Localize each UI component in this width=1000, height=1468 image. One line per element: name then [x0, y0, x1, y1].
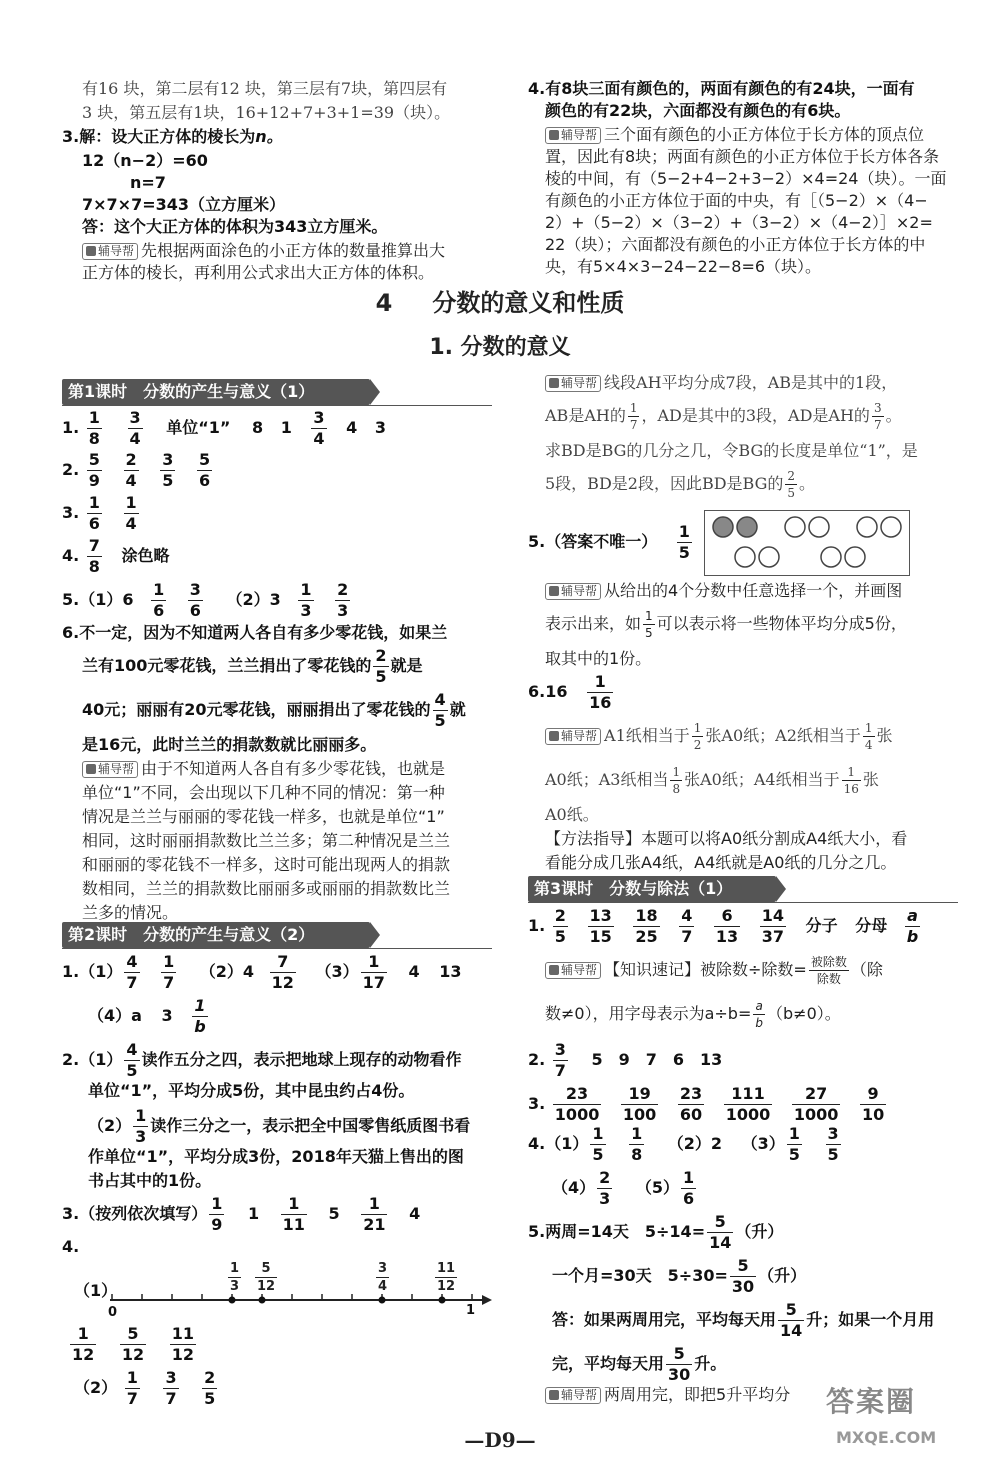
- q3-head: 3.解：设大正方体的棱长为n。: [62, 127, 283, 146]
- q4-help-3: 棱的中间，有（5−2+4−2+3−2）×4=24（块）。一面: [545, 169, 947, 188]
- l3-q5-2: 一个月=30天 5÷30= $\frac{5}{30}$ （升）: [552, 1256, 807, 1296]
- q3-help-line1: 辅导帮 先根据两面涂色的小正方体的数量推算出大: [82, 240, 445, 262]
- l3-q1: 1. $\frac{2}{5}$ $\frac{13}{15}$ $\frac{18}{25}$ $\frac{4}{7}$ $\frac{6}{13}$ $\frac{14}{37}$ 分子 分母 $\frac{a}{b}$: [528, 906, 919, 946]
- r-q6: 6.16 $\frac{1}{16}$: [528, 672, 612, 712]
- l2-q4-p1: （1）: [74, 1281, 118, 1300]
- number-line-label-1-3: $\frac{1}{3}$: [230, 1261, 240, 1294]
- q3-answer: 答：这个大正方体的体积为343立方厘米。: [82, 217, 388, 236]
- l1-q1: 1. $\frac{1}{8}$ $\frac{3}{4}$ 单位“1” 8 1 $\frac{3}{4}$ 4 3: [62, 408, 386, 448]
- circle: [857, 517, 877, 537]
- helper-icon: [549, 130, 559, 140]
- l3-q5-4: 完，平均每天用 $\frac{5}{30}$ 升。: [552, 1344, 727, 1384]
- circle-diagram-svg: [705, 511, 909, 575]
- q3-eq2: n=7: [130, 173, 166, 192]
- l1-help-6: 数相同，兰兰的捐款数比丽丽多或丽丽的捐款数比兰: [82, 879, 451, 898]
- l3-q4b: （4） $\frac{2}{3}$ （5） $\frac{1}{6}$: [552, 1168, 695, 1208]
- helper-icon: [549, 586, 559, 596]
- number-line-point: [379, 1297, 386, 1304]
- number-line-label-11-12: $\frac{11}{12}$: [437, 1261, 456, 1294]
- r-help-1: 辅导帮 线段AH平均分成7段，AB是其中的1段，: [545, 372, 897, 394]
- help-tag: 辅导帮: [545, 375, 601, 392]
- l1-q6-line2: 兰有100元零花钱，兰兰捐出了零花钱的 $\frac{2}{5}$ 就是: [82, 646, 423, 686]
- l1-help-4: 相同，这时丽丽捐款数比兰兰多；第二种情况是兰兰: [82, 831, 451, 850]
- r-help-3: 求BD是BG的几分之几，令BG的长度是单位“1”，是: [545, 441, 918, 460]
- l1-q2: 2. $\frac{5}{9}$ $\frac{2}{4}$ $\frac{3}{5}$ $\frac{5}{6}$: [62, 450, 211, 490]
- helper-icon: [549, 1390, 559, 1400]
- l2-q2-1c: 单位“1”，平均分成5份，其中昆虫约占4份。: [88, 1081, 415, 1100]
- shaded-circle: [737, 517, 757, 537]
- q4-help-6: 22（块）；六面都没有颜色的小正方体位于长方体的中: [545, 235, 926, 254]
- l1-help-2: 单位“1”不同，会出现以下几种不同的情况：第一种: [82, 783, 445, 802]
- r-help-4: 5段，BD是2段，因此BD是BG的 $\frac{2}{5}$ 。: [545, 469, 816, 500]
- r-q5-help-1: 辅导帮 从给出的4个分数中任意选择一个，并画图: [545, 580, 902, 602]
- l2-q1a: 1.（1） $\frac{4}{7}$ $\frac{1}{7}$ （2）4 $\frac{7}{12}$ （3） $\frac{1}{17}$ 4 13: [62, 952, 462, 992]
- l1-q5: 5.（1）6 $\frac{1}{6}$ $\frac{3}{6}$ （2）3 $\frac{1}{3}$ $\frac{2}{3}$: [62, 580, 349, 620]
- l2-q4-below: $\frac{1}{12}$ $\frac{5}{12}$ $\frac{11}{12}$: [72, 1324, 194, 1364]
- helper-icon: [86, 764, 96, 774]
- l2-q2-2: （2） $\frac{1}{3}$ 读作三分之一，表示把全中国零售纸质图书看: [88, 1106, 471, 1146]
- lesson3-header: 第3课时 分数与除法（1）: [528, 876, 776, 902]
- l3-q3: 3. $\frac{23}{1000}$ $\frac{19}{100}$ $\frac{23}{60}$ $\frac{111}{1000}$ $\frac{27}{1000}$ $\frac{9}{10}$: [528, 1084, 885, 1124]
- r-q5: 5.（答案不唯一） $\frac{1}{5}$: [528, 522, 690, 562]
- number-line-point: [439, 1297, 446, 1304]
- l1-q6-line3: 40元；丽丽有20元零花钱，丽丽捐出了零花钱的 $\frac{4}{5}$ 就: [82, 690, 466, 730]
- circle: [845, 547, 865, 567]
- number-line-zero: 0: [108, 1305, 118, 1320]
- shaded-circle: [713, 517, 733, 537]
- l3-q2: 2. $\frac{3}{7}$ 5 9 7 6 13: [528, 1040, 723, 1080]
- l2-q4-p2: （2） $\frac{1}{7}$ $\frac{3}{7}$ $\frac{2}{5}$: [74, 1368, 216, 1408]
- l2-q2-2d: 书占其中的1份。: [88, 1171, 212, 1190]
- q3-help-line2: 正方体的棱长，再利用公式求出大正方体的体积。: [82, 263, 435, 282]
- lesson1-divider: [62, 405, 492, 406]
- l1-help-3: 情况是兰兰与丽丽的零花钱一样多，也就是单位“1”: [82, 807, 445, 826]
- helper-icon: [549, 731, 559, 741]
- lesson2-header: 第2课时 分数的产生与意义（2）: [62, 922, 370, 948]
- q3-eq1: 12（n−2）=60: [82, 151, 208, 170]
- help-tag: 辅导帮: [82, 761, 138, 778]
- top-left-line2: 3 块，第五层有1块，16+12+7+3+1=39（块）。: [82, 103, 451, 122]
- circle: [821, 547, 841, 567]
- circle: [735, 547, 755, 567]
- page-number: —D9—: [464, 1428, 536, 1452]
- lesson3-divider: [528, 902, 958, 903]
- section-title: 1. 分数的意义: [429, 335, 571, 360]
- number-line-label-3-4: $\frac{3}{4}$: [378, 1261, 388, 1294]
- number-line-arrow: [482, 1295, 492, 1305]
- helper-icon: [86, 246, 96, 256]
- l1-q6-line4: 是16元，此时兰兰的捐款数就比丽丽多。: [82, 735, 377, 754]
- r-q6-help-3: A0纸。: [545, 805, 599, 824]
- q4-line2: 颜色的有22块，六面都没有颜色的有6块。: [545, 101, 851, 120]
- l3-q5-1: 5.两周=14天 5÷14= $\frac{5}{14}$ （升）: [528, 1212, 784, 1252]
- l1-q6-line1: 6.不一定，因为不知道两人各自有多少零花钱，如果兰: [62, 623, 448, 642]
- l2-q4-no: 4.: [62, 1237, 80, 1256]
- l3-help-1: 辅导帮 【知识速记】被除数÷除数= $\frac{\text{被除数}}{\text{除数}}$ （除: [545, 950, 883, 990]
- q4-help-5: 2）+（5−2）×（3−2）+（3−2）×（4−2）］×2=: [545, 213, 933, 232]
- circle: [759, 547, 779, 567]
- r-q6-help-2: A0纸；A3纸相当 $\frac{1}{8}$ 张A0纸；A4纸相当于 $\frac{1}{16}$ 张: [545, 765, 879, 796]
- number-line-label-5-12: $\frac{5}{12}$: [257, 1261, 276, 1294]
- l1-help-1: 辅导帮 由于不知道两人各自有多少零花钱，也就是: [82, 758, 445, 780]
- lesson1-header: 第1课时 分数的产生与意义（1）: [62, 379, 370, 405]
- helper-icon: [549, 378, 559, 388]
- watermark-logo: 答案圈: [826, 1385, 917, 1418]
- watermark-url: MXQE.COM: [836, 1428, 937, 1447]
- top-left-line1: 有16 块，第二层有12 块，第三层有7块，第四层有: [82, 79, 448, 98]
- r-q6-help-1: 辅导帮 A1纸相当于 $\frac{1}{2}$ 张A0纸；A2纸相当于 $\frac{1}{4}$ 张: [545, 716, 893, 756]
- helper-icon: [549, 965, 559, 975]
- r-help-2: AB是AH的 $\frac{1}{7}$ ，AD是其中的3段，AD是AH的 $\frac{3}{7}$ 。: [545, 401, 902, 432]
- l2-q2-2c: 作单位“1”，平均分成3份，2018年天猫上售出的图: [88, 1147, 464, 1166]
- l3-q5-3: 答：如果两周用完，平均每天用 $\frac{5}{14}$ 升；如果一个月用: [552, 1300, 935, 1340]
- chapter-title: 4 分数的意义和性质: [375, 289, 625, 317]
- circle-diagram: [704, 510, 910, 576]
- r-q6-method-1: 【方法指导】本题可以将A0纸分割成A4纸大小，看: [545, 829, 908, 848]
- l2-q1b: （4）a 3 $\frac{1}{b}$: [88, 996, 206, 1036]
- l1-help-7: 兰多的情况。: [82, 903, 179, 922]
- l1-q3: 3. $\frac{1}{6}$ $\frac{1}{4}$: [62, 493, 137, 533]
- q4-help-4: 有颜色的小正方体位于面的中央，有［（5−2）×（4−: [545, 191, 928, 210]
- r-q6-method-2: 看能分成几张A4纸，A4纸就是A0纸的几分之几。: [545, 853, 897, 872]
- help-tag: 辅导帮: [82, 243, 138, 260]
- help-tag: 辅导帮: [545, 728, 601, 745]
- q4-help-1: 辅导帮 三个面有颜色的小正方体位于长方体的顶点位: [545, 124, 924, 146]
- help-tag: 辅导帮: [545, 583, 601, 600]
- l2-q2-1: 2.（1） $\frac{4}{5}$ 读作五分之四，表示把地球上现存的动物看作: [62, 1040, 462, 1080]
- q4-help-2: 置，因此有8块；两面有颜色的小正方体位于长方体各条: [545, 147, 940, 166]
- r-q5-help-3: 取其中的1份。: [545, 649, 652, 668]
- help-tag: 辅导帮: [545, 127, 601, 144]
- circle: [809, 517, 829, 537]
- circle: [881, 517, 901, 537]
- q4-help-7: 央，有5×4×3−24−22−8=6（块）。: [545, 257, 822, 276]
- q3-eq3: 7×7×7=343（立方厘米）: [82, 195, 286, 214]
- l3-q4a: 4.（1） $\frac{1}{5}$ $\frac{1}{8}$ （2）2 （3） $\frac{1}{5}$ $\frac{3}{5}$: [528, 1124, 839, 1164]
- lesson2-divider: [62, 948, 492, 949]
- l1-help-5: 和丽丽的零花钱不一样多，这时可能出现两人的捐款: [82, 855, 451, 874]
- l3-help-2: 数≠0），用字母表示为a÷b= $\frac{a}{b}$ （b≠0）。: [545, 999, 841, 1030]
- help-tag: 辅导帮: [545, 1387, 601, 1404]
- number-line-point: [259, 1297, 266, 1304]
- q4-line1: 4.有8块三面有颜色的，两面有颜色的有24块，一面有: [528, 79, 915, 98]
- l3-q5-help: 辅导帮 两周用完，即把5升平均分: [545, 1384, 790, 1406]
- circle: [785, 517, 805, 537]
- help-tag: 辅导帮: [545, 962, 601, 979]
- number-line-one: 1: [466, 1303, 476, 1318]
- l2-q3: 3.（按列依次填写） $\frac{1}{9}$ 1 $\frac{1}{11}$ 5 $\frac{1}{21}$ 4: [62, 1194, 421, 1234]
- r-q5-help-2: 表示出来，如 $\frac{1}{5}$ 可以表示将一些物体平均分成5份，: [545, 609, 907, 640]
- number-line-point: [229, 1297, 236, 1304]
- l1-q4: 4. $\frac{7}{8}$ 涂色略: [62, 536, 170, 576]
